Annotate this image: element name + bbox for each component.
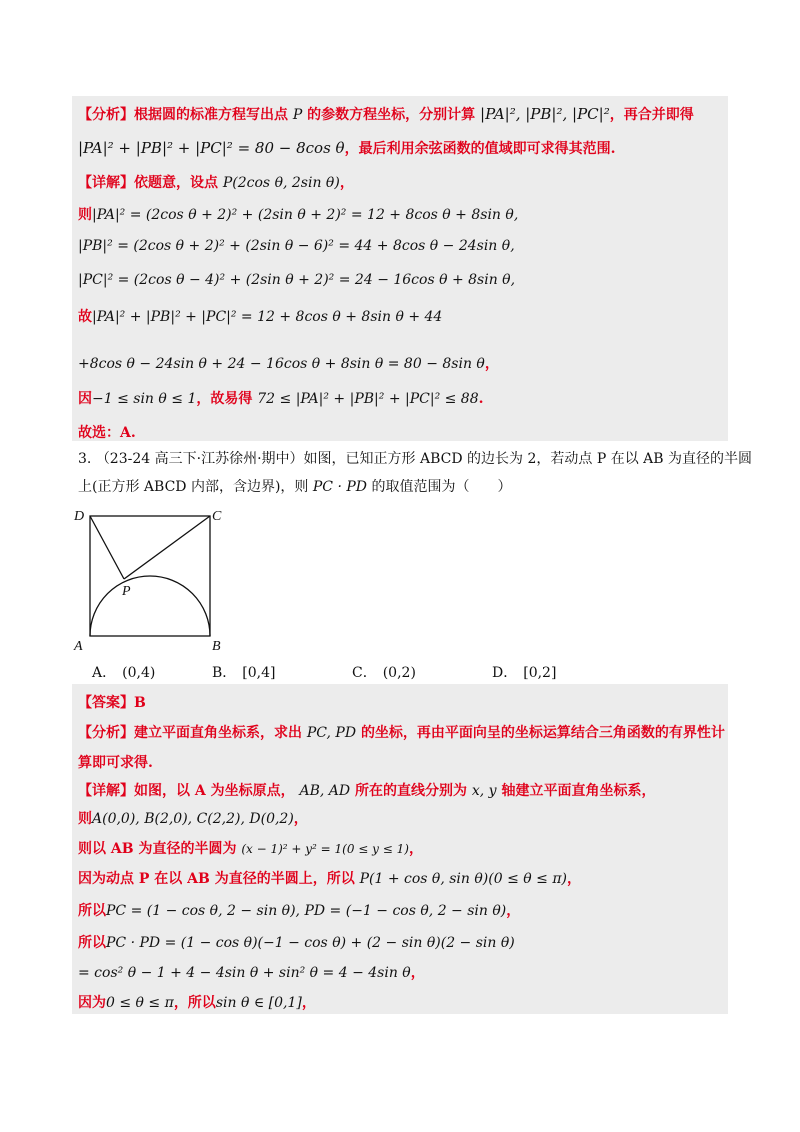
semicircle-ab (90, 576, 210, 636)
math: |PA|², |PB|², |PC|² (480, 105, 610, 123)
label-a: A (74, 639, 83, 654)
sol1-eq3 (78, 272, 515, 288)
text: 因 (78, 391, 92, 407)
analysis-tag: 【分析】 (78, 725, 134, 741)
segment-dp (90, 516, 124, 579)
text: 的参数方程坐标，分别计算 (307, 107, 476, 123)
text: ， (506, 903, 521, 919)
answer-value: B (134, 695, 146, 711)
option-label: C． (352, 665, 377, 681)
option-value: (0,4) (122, 665, 156, 681)
math: sin θ ∈ [0,1] (215, 995, 302, 1011)
text: ，故易得 (196, 391, 253, 407)
text: ， (293, 811, 308, 827)
math: |PA|² = (2cos θ + 2)² + (2sin θ + 2)² = 12 + 8cos θ + 8sin θ, (92, 207, 519, 223)
option-value: (0,2) (382, 665, 416, 681)
text: 所以 (78, 935, 106, 951)
sol1-detail-line (78, 172, 354, 192)
option-label: A． (92, 665, 117, 681)
answer-tag: 【答案】 (78, 695, 134, 711)
text: 因为 (78, 995, 106, 1011)
text: 如图，以 A 为坐标原点， (134, 783, 295, 799)
sol2-detail-line (78, 780, 655, 800)
text: 算即可求得. (78, 755, 153, 771)
text: 故 (78, 309, 92, 325)
text: 所以 (78, 903, 106, 919)
text: 依题意，设点 (134, 175, 218, 191)
math: |PB|² = (2cos θ + 2)² + (2sin θ − 6)² = 44 + 8cos θ − 24sin θ, (78, 238, 515, 254)
sol2-range (78, 992, 316, 1012)
math: A(0,0), B(2,0), C(2,2), D(0,2) (92, 811, 294, 827)
math: (x − 1)² + y² = 1(0 ≤ y ≤ 1) (241, 842, 409, 856)
math: |PA|² + |PB|² + |PC|² = 80 − 8cos θ (78, 139, 345, 157)
sol2-simplify (78, 962, 425, 982)
text: 轴建立平面直角坐标系， (501, 783, 656, 799)
text: 根据圆的标准方程写出点 (134, 107, 288, 123)
question-text: 上(正方形 ABCD 内部，含边界)，则 (78, 479, 309, 495)
sol2-point-p (78, 868, 581, 888)
math: P (292, 107, 303, 123)
math: 72 ≤ |PA|² + |PB|² + |PC|² ≤ 88 (257, 391, 479, 407)
question-text: 的取值范围为（ ） (371, 479, 512, 495)
option-label: D． (492, 665, 518, 681)
math: PC · PD = (1 − cos θ)(−1 − cos θ) + (2 − sin θ)(2 − sin θ) (106, 935, 515, 951)
label-c: C (212, 509, 222, 524)
sol2-analysis-line-2 (78, 752, 153, 772)
analysis-tag: 【分析】 (78, 107, 134, 123)
option-c (352, 662, 416, 682)
math: P(1 + cos θ, sin θ)(0 ≤ θ ≤ π) (359, 871, 567, 887)
question-3-line-1 (78, 448, 752, 468)
math: PC · PD (312, 479, 368, 495)
sol2-analysis-line-1 (78, 722, 725, 742)
math: −1 ≤ sin θ ≤ 1 (92, 391, 197, 407)
label-b: B (212, 639, 221, 654)
math: |PA|² + |PB|² + |PC|² = 12 + 8cos θ + 8sin θ + 44 (92, 309, 443, 325)
sol2-dot-product (78, 932, 515, 952)
text: 所在的直线分别为 (355, 783, 468, 799)
text: ， (408, 841, 423, 857)
text: ，最后利用余弦函数的值域即可求得其范围. (344, 141, 616, 157)
text: 的坐标，再由平面向呈的坐标运算结合三角函数的有界性计 (360, 725, 725, 741)
option-b (212, 662, 276, 682)
sol1-eq5 (78, 353, 499, 373)
option-label: B． (212, 665, 237, 681)
text: ， (301, 995, 316, 1011)
sol1-analysis-line-2 (78, 138, 615, 158)
label-p: P (122, 584, 131, 599)
sol1-analysis-line-1 (78, 104, 694, 124)
label-d: D (74, 509, 85, 524)
text: 则 (78, 811, 92, 827)
math: = cos² θ − 1 + 4 − 4sin θ + sin² θ = 4 − 4sin θ (78, 965, 411, 981)
sol2-answer (78, 692, 146, 712)
math: AB, AD (299, 783, 351, 799)
text: ，所以 (173, 995, 216, 1011)
detail-tag: 【详解】 (78, 783, 134, 799)
math: PC = (1 − cos θ, 2 − sin θ), PD = (−1 − cos θ, 2 − sin θ) (106, 903, 507, 919)
option-value: [0,4] (242, 665, 276, 681)
text: ， (567, 871, 581, 887)
question-number: 3. (78, 451, 92, 467)
text: 建立平面直角坐标系，求出 (134, 725, 302, 741)
text: . (478, 391, 484, 407)
text: 则 (78, 207, 92, 223)
sol2-semicircle (78, 838, 423, 858)
text: 因为动点 P 在以 AB 为直径的半圆上，所以 (78, 871, 355, 887)
sol2-coords (78, 808, 308, 828)
question-3-line-2 (78, 476, 511, 496)
math: x, y (471, 783, 497, 799)
sol1-eq1 (78, 204, 518, 224)
sol1-choice (78, 422, 136, 442)
sol1-eq6 (78, 388, 484, 408)
text: ，再合并即得 (609, 107, 694, 123)
math: +8cos θ − 24sin θ + 24 − 16cos θ + 8sin θ = 80 − 8sin θ (78, 356, 485, 372)
option-d (492, 662, 556, 682)
question-text: （23-24 高三下·江苏徐州·期中）如图，已知正方形 ABCD 的边长为 2，若动点 P 在以 AB 为直径的半圆 (95, 451, 752, 467)
math: PC, PD (306, 725, 357, 741)
sol2-vectors (78, 900, 520, 920)
text: ， (410, 965, 425, 981)
geometry-figure (72, 504, 242, 654)
math: |PC|² = (2cos θ − 4)² + (2sin θ + 2)² = 24 − 16cos θ + 8sin θ, (78, 272, 516, 288)
text: 则以 AB 为直径的半圆为 (78, 841, 237, 857)
segment-cp (124, 516, 210, 579)
detail-tag: 【详解】 (78, 175, 134, 191)
option-a (92, 662, 155, 682)
sol1-eq2 (78, 238, 515, 254)
sol1-eq4 (78, 306, 442, 326)
text: ， (484, 356, 499, 372)
text: ， (339, 175, 354, 191)
option-value: [0,2] (523, 665, 557, 681)
text: 故选：A. (78, 425, 136, 441)
math: P(2cos θ, 2sin θ) (222, 175, 340, 191)
math: 0 ≤ θ ≤ π (106, 995, 174, 1011)
